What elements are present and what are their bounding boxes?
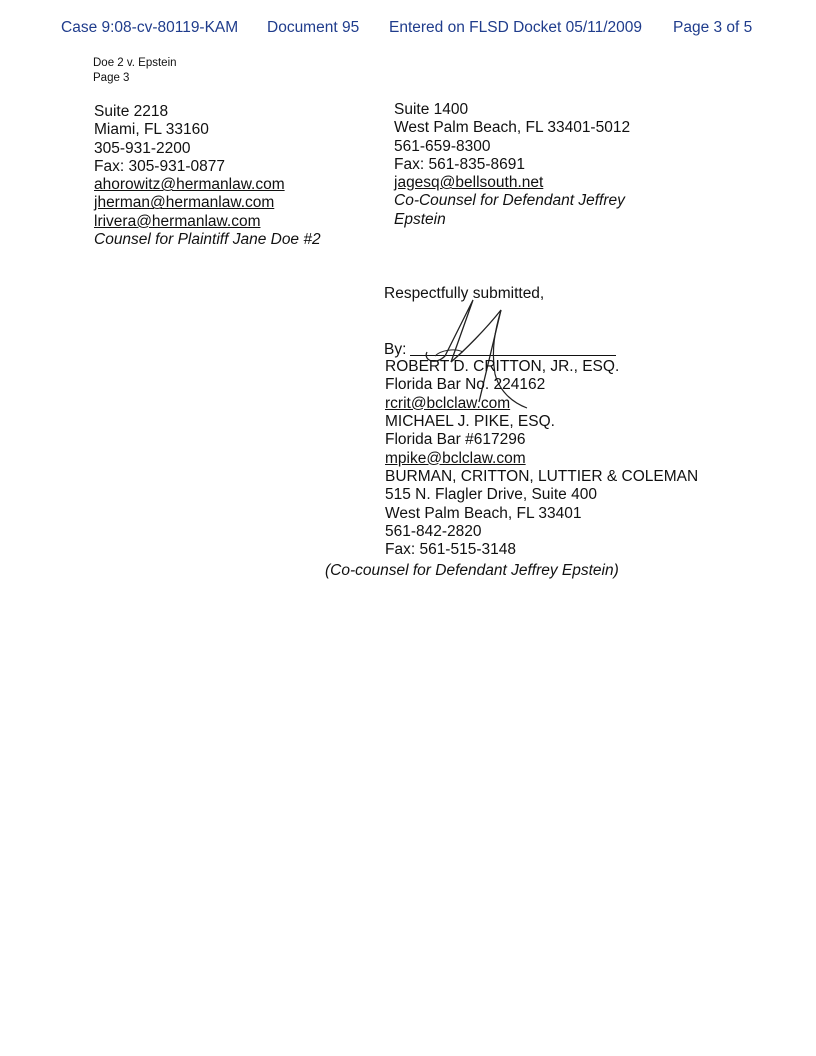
page-label: Page 3 xyxy=(93,72,130,84)
counsel-role: Counsel for Plaintiff Jane Doe #2 xyxy=(94,231,321,249)
email-link[interactable]: jherman@hermanlaw.com xyxy=(94,194,275,212)
running-header xyxy=(93,56,177,86)
phone: 305-931-2200 xyxy=(94,139,191,157)
bar-number: Florida Bar No. 224162 xyxy=(385,376,546,394)
firm-city: West Palm Beach, FL 33401 xyxy=(385,504,582,522)
counsel-role: Co-Counsel for Defendant Jeffrey xyxy=(394,192,625,210)
attorney-name: MICHAEL J. PIKE, ESQ. xyxy=(385,413,555,431)
fax: Fax: 305-931-0877 xyxy=(94,157,225,175)
email-link[interactable]: lrivera@hermanlaw.com xyxy=(94,212,261,230)
city: West Palm Beach, FL 33401-5012 xyxy=(394,119,631,137)
by-label: By: xyxy=(384,341,407,358)
plaintiff-counsel-block xyxy=(94,103,321,249)
email-link[interactable]: rcrit@bclclaw.com xyxy=(385,394,511,412)
case-number: Case 9:08-cv-80119-KAM xyxy=(61,19,239,36)
suite: Suite 2218 xyxy=(94,103,169,120)
respectfully-submitted: Respectfully submitted, xyxy=(384,285,545,302)
email-link[interactable]: jagesq@bellsouth.net xyxy=(394,174,544,192)
suite: Suite 1400 xyxy=(394,101,469,118)
counsel-role: (Co-counsel for Defendant Jeffrey Epstein) xyxy=(325,562,619,579)
bar-number: Florida Bar #617296 xyxy=(385,431,526,449)
city: Miami, FL 33160 xyxy=(94,121,209,139)
firm-phone: 561-842-2820 xyxy=(385,523,482,541)
attorney-name: ROBERT D. CRITTON, JR., ESQ. xyxy=(385,358,620,375)
counsel-role-cont: Epstein xyxy=(394,210,446,228)
case-caption: Doe 2 v. Epstein xyxy=(93,57,177,69)
firm-name: BURMAN, CRITTON, LUTTIER & COLEMAN xyxy=(385,468,699,486)
phone: 561-659-8300 xyxy=(394,137,491,155)
page-count: Page 3 of 5 xyxy=(673,19,753,36)
firm-address: 515 N. Flagler Drive, Suite 400 xyxy=(385,486,597,504)
entered-date: Entered on FLSD Docket 05/11/2009 xyxy=(389,19,643,36)
signature-attorney-block xyxy=(385,358,698,560)
email-link[interactable]: mpike@bclclaw.com xyxy=(385,449,526,467)
document-number: Document 95 xyxy=(267,19,360,36)
defense-cocounsel-block xyxy=(394,101,630,229)
fax: Fax: 561-835-8691 xyxy=(394,155,525,173)
email-link[interactable]: ahorowitz@hermanlaw.com xyxy=(94,176,285,194)
firm-fax: Fax: 561-515-3148 xyxy=(385,541,516,559)
